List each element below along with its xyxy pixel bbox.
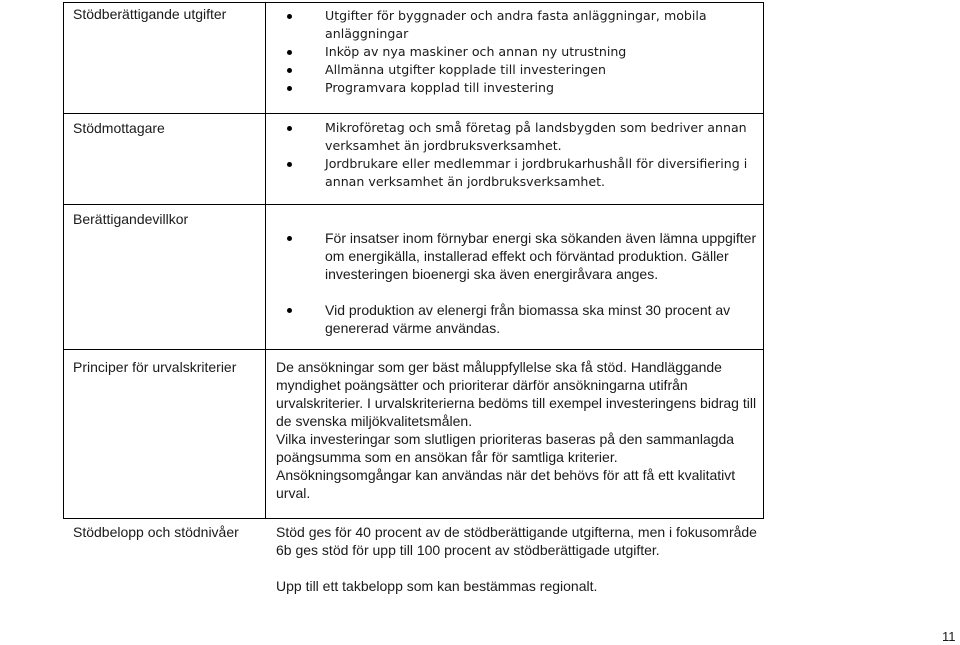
- support-amount-text: [276, 523, 758, 595]
- eligibility-conditions-list: [276, 229, 758, 337]
- row-label-eligibility-conditions: Berättigandevillkor: [73, 211, 189, 227]
- page-number: 11: [942, 629, 956, 644]
- row-label-support-amount: Stödbelopp och stödnivåer: [73, 524, 239, 540]
- list-item: Allmänna utgifter kopplade till investeringen: [276, 61, 758, 79]
- selection-principles-text: [276, 358, 758, 502]
- list-item: För insatser inom förnybar energi ska sökanden även lämna uppgifter om energikälla, installerad effekt och förväntad produktion. Gäller investeringen bioenergi ska även energiråvara anges.: [276, 229, 758, 283]
- row-label-eligible-costs: Stödberättigande utgifter: [73, 6, 227, 22]
- list-item: Inköp av nya maskiner och annan ny utrustning: [276, 43, 758, 61]
- table-row-divider: [63, 349, 764, 350]
- paragraph: Stöd ges för 40 procent av de stödberättigande utgifterna, men i fokusområde 6b ges stöd för upp till 100 procent av stödberättigade utgifter.: [276, 524, 757, 558]
- paragraph: Upp till ett takbelopp som kan bestämmas regionalt.: [276, 578, 598, 594]
- list-item: Jordbrukare eller medlemmar i jordbrukarhushåll för diversifiering i annan verksamhet än jordbruksverksamhet.: [276, 155, 758, 191]
- document-table: [63, 2, 764, 594]
- table-row-divider: [63, 204, 764, 205]
- paragraph: De ansökningar som ger bäst måluppfyllelse ska få stöd. Handläggande myndighet poängsätter och prioriterar därför ansökningarna utifrån urvalskriterier. I urvalskriterierna bedöms till exempel investeringens bidrag till de svenska miljökvalitetsmålen.: [276, 359, 757, 429]
- eligible-costs-list: [276, 7, 758, 97]
- list-item: Mikroföretag och små företag på landsbygden som bedriver annan verksamhet än jordbruksverksamhet.: [276, 119, 758, 155]
- list-item: Programvara kopplad till investering: [276, 79, 758, 97]
- paragraph: Vilka investeringar som slutligen prioriteras baseras på den sammanlagda poängsumma som en ansökan får för samtliga kriterier.: [276, 431, 735, 465]
- table-column-divider: [265, 2, 266, 519]
- row-label-beneficiaries: Stödmottagare: [73, 120, 165, 136]
- table-border-right: [763, 2, 764, 519]
- table-row-divider: [63, 113, 764, 114]
- beneficiaries-list: [276, 119, 758, 191]
- paragraph: Ansökningsomgångar kan användas när det behövs för att få ett kvalitativt urval.: [276, 467, 736, 501]
- list-item: Utgifter för byggnader och andra fasta anläggningar, mobila anläggningar: [276, 7, 758, 43]
- row-label-selection-principles: Principer för urvalskriterier: [73, 359, 237, 375]
- table-border-top: [63, 2, 764, 3]
- list-item: Vid produktion av elenergi från biomassa ska minst 30 procent av genererad värme användas.: [276, 301, 758, 337]
- table-border-bottom: [63, 518, 764, 519]
- table-border-left: [63, 2, 64, 519]
